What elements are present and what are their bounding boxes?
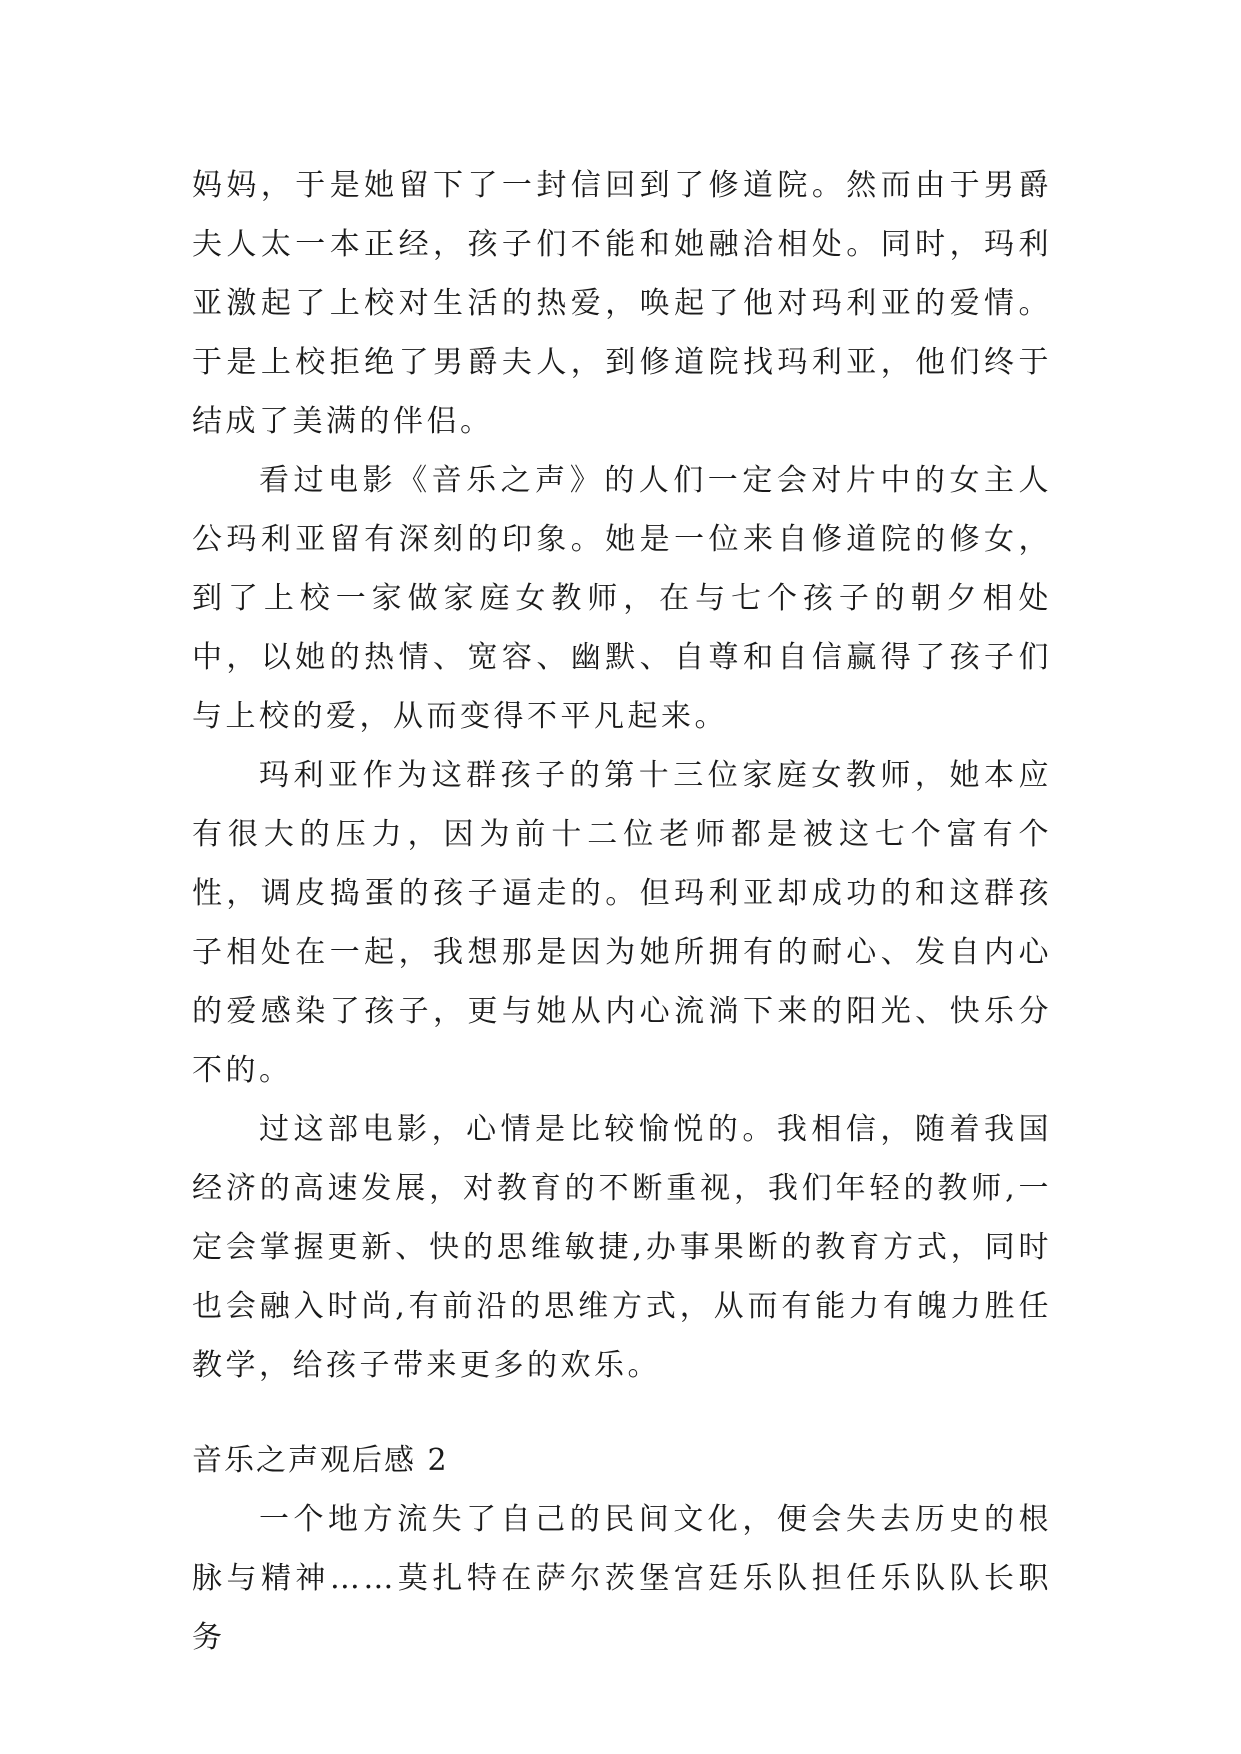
section-title: 音乐之声观后感 2 <box>192 1443 449 1478</box>
document-body <box>192 156 1052 1667</box>
section-spacer <box>192 1395 1052 1431</box>
paragraph-folk-culture: 一个地方流失了自己的民间文化，便会失去历史的根脉与精神……莫扎特在萨尔茨堡宫廷乐队担任乐队队长职务 <box>192 1502 1052 1655</box>
paragraph-thirteenth-tutor: 玛利亚作为这群孩子的第十三位家庭女教师，她本应有很大的压力，因为前十二位老师都是被这七个富有个性，调皮捣蛋的孩子逼走的。但玛利亚却成功的和这群孩子相处在一起，我想那是因为她所拥有的耐心、发自内心的爱感染了孩子，更与她从内心流淌下来的阳光、快乐分不的。 <box>192 758 1052 1088</box>
paragraph-continuation: 妈妈，于是她留下了一封信回到了修道院。然而由于男爵夫人太一本正经，孩子们不能和她融洽相处。同时，玛利亚激起了上校对生活的热爱，唤起了他对玛利亚的爱情。于是上校拒绝了男爵夫人，到修道院找玛利亚，他们终于结成了美满的伴侣。 <box>192 168 1052 439</box>
paragraph-reflection: 过这部电影，心情是比较愉悦的。我相信，随着我国经济的高速发展，对教育的不断重视，我们年轻的教师,一定会掌握更新、快的思维敏捷,办事果断的教育方式，同时也会融入时尚,有前沿的思维方式，从而有能力有魄力胜任教学，给孩子带来更多的欢乐。 <box>192 1112 1052 1383</box>
paragraph-maria-impression: 看过电影《音乐之声》的人们一定会对片中的女主人公玛利亚留有深刻的印象。她是一位来自修道院的修女，到了上校一家做家庭女教师，在与七个孩子的朝夕相处中，以她的热情、宽容、幽默、自尊和自信赢得了孩子们与上校的爱，从而变得不平凡起来。 <box>192 463 1052 734</box>
